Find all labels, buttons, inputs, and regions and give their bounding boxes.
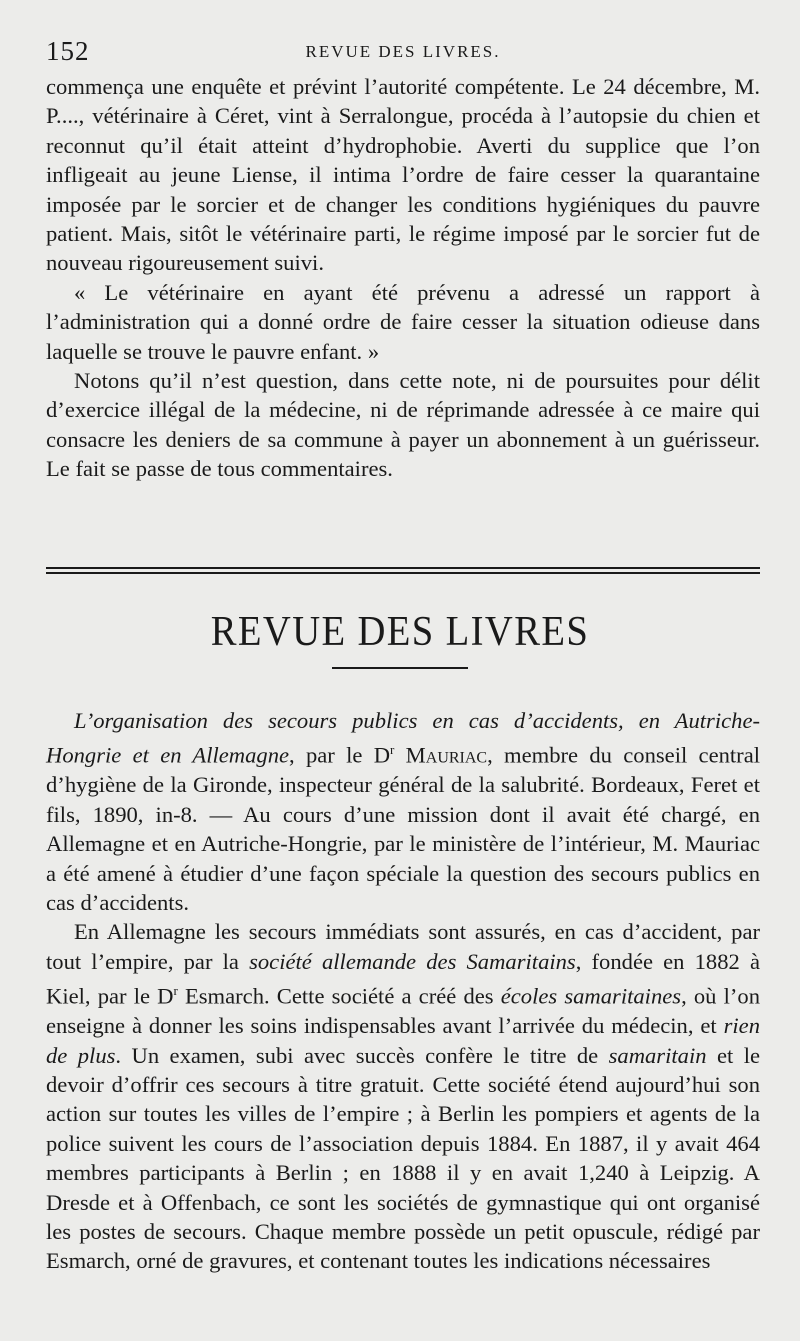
review-text-2b: , fondée en 1882 à Kiel, par le D [46, 948, 760, 1009]
top-text [46, 72, 760, 484]
author-name: Mauriac [405, 742, 488, 768]
paragraph-commentary: Notons qu’il n’est question, dans cette note, ni de poursuites pour délit d’exercice illégal de la médecine, ni de réprimande adressée à ce maire qui consacre les deniers de sa commune à payer un abonnement à un guérisseur. Le fait se passe de tous commentaires. [46, 368, 760, 482]
book-title: L’organisation des secours publics en cas d’accidents, en Autriche-Hongrie et en Allemagne [46, 708, 760, 768]
samaritain-term: samaritain [608, 1042, 707, 1068]
society-name: société allemande des Samaritains [249, 948, 576, 974]
paragraph-quote: « Le vétérinaire en ayant été prévenu a adressé un rapport à l’administration qui a donné ordre de faire cesser la situation odieuse dans laquelle se trouve le pauvre enfant. » [46, 279, 760, 364]
rien-de-plus: rien de plus [46, 1013, 760, 1068]
review-text-2a: En Allemagne les secours immédiats sont assurés, en cas d’accident, par tout l’empire, par la [46, 919, 760, 974]
book-review [46, 706, 760, 1276]
review-paragraph-1 [46, 706, 760, 917]
page-number: 152 [46, 36, 90, 66]
review-text-2d: , où l’on enseigne à donner les soins indispensables avant l’arrivée du médecin, et [46, 983, 760, 1039]
by-text: , par le D [289, 742, 391, 768]
double-rule [46, 567, 760, 575]
review-text-2e: . Un examen, subi avec succès confère le titre de [115, 1042, 609, 1068]
doctor-abbrev-sup: r [390, 742, 395, 758]
doctor-abbrev-sup-2: r [173, 983, 178, 999]
page-header [46, 36, 760, 66]
running-head: REVUE DES LIVRES. [305, 42, 501, 61]
title-underline [332, 667, 468, 669]
paragraph-continued: commença une enquête et prévint l’autorité compétente. Le 24 décembre, M. P...., vétérinaire à Céret, vint à Serralongue, procéda à l’autopsie du chien et reconnut qu’il était atteint d’hydrophobie. Averti du supplice que l’on infligeait au jeune Liense, il intima l’ordre de faire cesser la quarantaine imposée par le sorcier et de changer les conditions hygiéniques du pauvre patient. Mais, sitôt le vétérinaire parti, le régime imposé par le sorcier fut de nouveau rigoureusement suivi. [46, 74, 760, 276]
section-title: REVUE DES LIVRES [210, 609, 590, 655]
review-paragraph-2 [46, 917, 760, 1275]
review-text-1: , membre du conseil central d’hygiène de la Gironde, inspecteur général de la salubrité. Bordeaux, Feret et fils, 1890, in-8. — Au cours d’une mission dont il avait été chargé, en Allemagne et en Autriche-Hongrie, par le ministère de l’intérieur, M. Mauriac a été amené à étudier d’une façon spéciale la question des secours publics en cas d’accidents. [46, 742, 760, 915]
review-text-2c: Esmarch. Cette société a créé des [177, 983, 501, 1009]
review-text-2f: et le devoir d’offrir ces secours à titre gratuit. Cette société étend aujourd’hui son action sur toutes les villes de l’empire ; à Berlin les pompiers et agents de la police suivent les cours de l’association depuis 1884. En 1887, il y avait 464 membres participants à Berlin ; en 1888 il y en avait 1,240 à Leipzig. A Dresde et à Offenbach, ce sont les sociétés de gymnastique qui ont organisé les postes de secours. Chaque membre possède un petit opuscule, rédigé par Esmarch, orné de gravures, et contenant toutes les indications nécessaires [46, 1042, 760, 1274]
schools-name: écoles samaritaines [500, 983, 682, 1009]
